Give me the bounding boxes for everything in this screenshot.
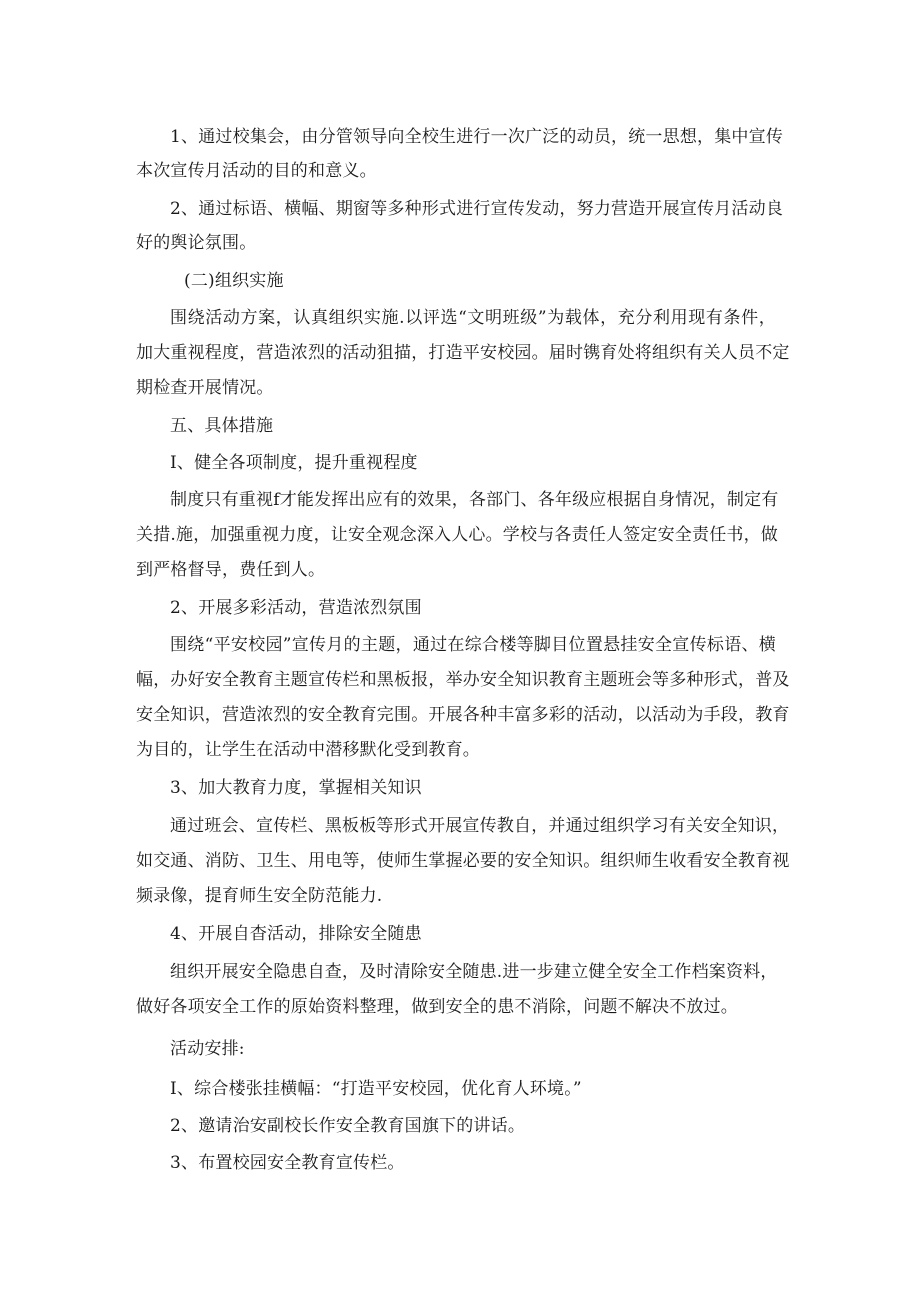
paragraph-line: 围绕活动方案，认真组织实施.以评选“文明班级”为载体，充分利用现有条件， <box>170 308 776 328</box>
paragraph-line: 关措.施，加强重视力度，让安全观念深入人心。学校与各责任人签定安全责任书，做 <box>136 525 779 545</box>
section-heading: 活动安排: <box>170 1039 245 1059</box>
paragraph-line: 如交通、消防、卫生、用电等，使师生掌握必要的安全知识。组织师生收看安全教育视 <box>136 851 790 871</box>
paragraph-line: 围绕“平安校园”宣传月的主题，通过在综合楼等脚目位置悬挂安全宣传标语、横 <box>170 635 776 655</box>
subsection-heading: 4、开展自杳活动，排除安全随患 <box>170 924 422 944</box>
paragraph-line: 加大重视程度，营造浓烈的活动狙描，打造平安校园。届时镌育处将组织有关人员不定 <box>136 343 790 363</box>
subsection-heading: I、健全各项制度，提升重视程度 <box>170 453 418 473</box>
paragraph-line: 为目的，让学生在活动中潜移默化受到教育。 <box>136 740 480 760</box>
paragraph-line: 1、通过校集会，由分管领导向全校生进行一次广泛的动员，统一思想，集中宣传 <box>170 127 784 147</box>
subsection-heading: 2、开展多彩活动，营造浓烈氛围 <box>170 598 422 618</box>
paragraph-line: 安全知识，营造浓烈的安全教育完围。开展各种丰富多彩的活动，以活动为手段，教育 <box>136 705 790 725</box>
paragraph-line: 到严格督导，费任到人。 <box>136 560 326 580</box>
paragraph-line: 本次宣传月活动的目的和意义。 <box>136 161 377 181</box>
paragraph-line: 组织开展安全隐患自查，及时清除安全随患.进一步建立健全安全工作档案资料， <box>170 962 778 982</box>
paragraph-line: 通过班会、宣传栏、黑板板等形式开展宣传教自，并通过组织学习有关安全知识， <box>170 816 790 836</box>
paragraph-line: 好的舆论氛围。 <box>136 233 257 253</box>
paragraph-line: 制度只有重视f才能发挥出应有的效果，各部门、各年级应根据自身情况，制定有 <box>170 490 779 510</box>
paragraph-line: 做好各项安全工作的原始资料整理，做到安全的患不消除，问题不解决不放过。 <box>136 997 738 1017</box>
list-item: I、综合楼张挂横幅：“打造平安校园，优化育人环境。” <box>170 1079 582 1099</box>
list-item: 3、布置校园安全教育宣传栏。 <box>170 1153 405 1173</box>
paragraph-line: 期检查开展情况。 <box>136 378 274 398</box>
paragraph-line: 幅，办好安全教育主题宣传栏和黑板报，举办安全知识教育主题班会等多种形式，普及 <box>136 670 790 690</box>
section-heading: (二)组织实施 <box>184 271 284 291</box>
subsection-heading: 3、加大教育力度，掌握相关知识 <box>170 778 422 798</box>
paragraph-line: 2、通过标语、横幅、期窗等多种形式进行宣传发动，努力营造开展宣传月活动良 <box>170 199 784 219</box>
section-heading: 五、具体措施 <box>170 416 274 436</box>
list-item: 2、邀请治安副校长作安全教育国旗下的讲话。 <box>170 1116 526 1136</box>
paragraph-line: 频录像，提育师生安全防范能力. <box>136 886 383 906</box>
